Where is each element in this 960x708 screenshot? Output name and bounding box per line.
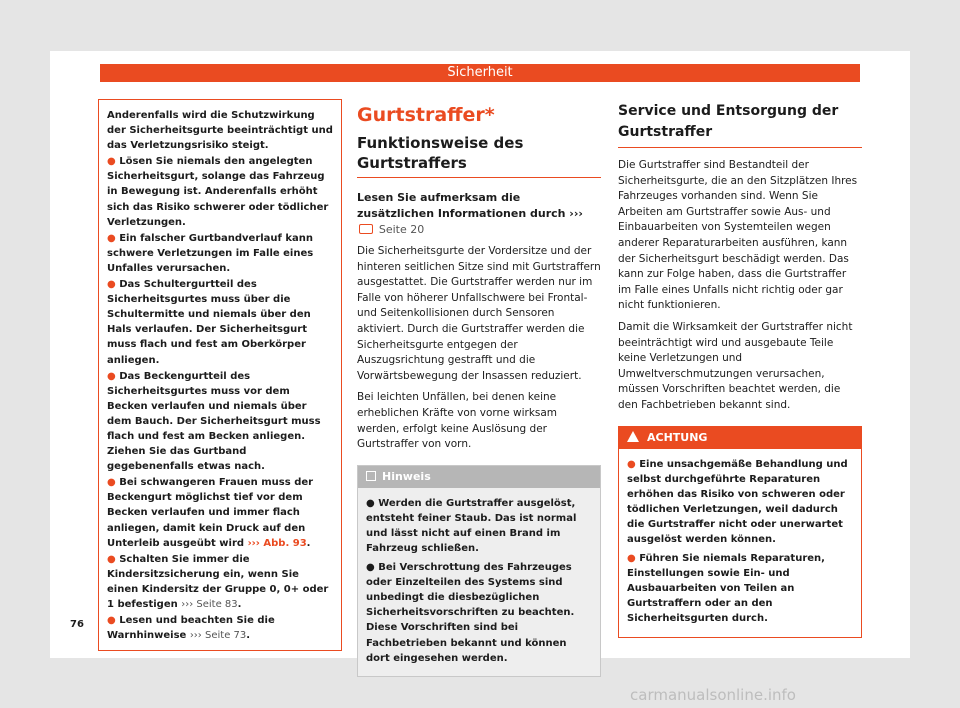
section-title: Service und Entsorgung der Gurtstraffer <box>618 99 862 148</box>
caution-body <box>619 449 861 637</box>
paragraph: Bei leichten Unfällen, bei denen keine erheblichen Kräfte von vorne wirksam werden, erfolgt keine Auslösung der Gurtstraffer von vorn. <box>357 391 558 451</box>
note-body <box>358 488 600 676</box>
service-column <box>618 99 862 638</box>
warning-bullet: ● Schalten Sie immer die Kindersitzsicherung ein, wenn Sie einen Kindersitz der Gruppe 0, 0+ oder 1 befestigen ››› Seite 83. <box>107 553 329 610</box>
paragraph: Damit die Wirksamkeit der Gurtstraffer nicht beeinträchtigt wird und ausgebaute Teile keine Verletzungen und Umweltverschmutzungen verursachen, müssen Vorschriften beachtet werden, die den Fachbetrieben bekannt sind. <box>618 320 853 411</box>
watermark: carmanualsonline.info <box>630 686 796 704</box>
page-number: 76 <box>70 619 84 630</box>
note-box <box>357 465 601 677</box>
belt-tensioner-column <box>357 99 601 677</box>
warning-triangle-icon <box>627 431 639 442</box>
paragraph: Die Gurtstraffer sind Bestandteil der Sicherheitsgurte, die an den Sitzplätzen Ihres Fahrzeuges vorhanden sind. Wenn Sie Arbeiten am Gurtstraffer sowie Aus- und Einbauarbeiten von Systemteilen wegen anderer Reparaturarbeiten ausführen, kann der Sicherheitsgurt beschädigt werden. Das kann zur Folge haben, dass die Gurtstraffer im Falle eines Unfalls nicht richtig oder gar nicht funktionieren. <box>618 159 858 312</box>
info-icon <box>366 471 376 481</box>
book-icon <box>359 224 373 234</box>
warning-bullet: ● Das Schultergurtteil des Sicherheitsgurtes muss über die Schultermitte und niemals über den Hals verlaufen. Der Sicherheitsgurt muss flach und fest am Oberkörper anliegen. <box>107 279 311 366</box>
paragraph: Die Sicherheitsgurte der Vordersitze und der hinteren seitlichen Sitze sind mit Gurtstraffern ausgestattet. Die Gurtstraffer werden nur im Falle von höherer Unfallschwere bei Frontal- und Seitenkollisionen durch Sensoren aktiviert. Durch die Gurtstraffer werden die Sicherheitsgurte entgegen der Auszugsrichtung gestrafft und die Vorwärtsbewegung der Insassen reduziert. <box>357 245 601 382</box>
page-link[interactable]: ››› Seite 83 <box>181 599 238 610</box>
note-item: ● Werden die Gurtstraffer ausgelöst, entsteht feiner Staub. Das ist normal und lässt nicht auf einen Brand im Fahrzeug schließen. <box>366 497 577 554</box>
warning-box <box>98 99 342 651</box>
page-link[interactable]: Seite 20 <box>378 223 425 236</box>
figure-link[interactable]: ››› Abb. 93 <box>247 537 307 549</box>
caution-item: ● Eine unsachgemäße Behandlung und selbst durchgeführte Reparaturen erhöhen das Risiko von schweren oder tödlichen Verletzungen, weil dadurch die Gurtstraffer nicht oder unerwartet ausgelöst werden können. <box>627 458 848 545</box>
note-header: Hinweis <box>358 466 600 488</box>
caution-item: ● Führen Sie niemals Reparaturen, Einstellungen sowie Ein- und Ausbauarbeiten von Teilen an Gurtstraffern oder an den Sicherheitsgurten durch. <box>627 553 825 625</box>
body-text <box>618 158 862 414</box>
section-header: Sicherheit <box>100 64 860 82</box>
chapter-title: Gurtstraffer* <box>357 104 495 126</box>
body-text <box>357 244 601 453</box>
warning-bullet: ● Ein falscher Gurtbandverlauf kann schwere Verletzungen im Falle eines Unfalles verursachen. <box>107 232 314 274</box>
warning-intro: Anderenfalls wird die Schutzwirkung der Sicherheitsgurte beeinträchtigt und das Verletzungsrisiko steigt. <box>107 110 333 152</box>
manual-page <box>50 51 910 664</box>
caution-box <box>618 426 862 638</box>
note-item: ● Bei Verschrottung des Fahrzeuges oder Einzelteilen des Systems sind unbedingt die diesbezüglichen Sicherheitsvorschriften zu beachten. Diese Vorschriften sind bei Fachbetrieben bekannt und können dort eingesehen werden. <box>366 562 575 664</box>
lead-text: Lesen Sie aufmerksam die zusätzlichen Informationen durch ››› Seite 20 <box>357 191 583 236</box>
warning-bullet: ● Das Beckengurtteil des Sicherheitsgurtes muss vor dem Becken verlaufen und niemals über dem Bauch. Der Sicherheitsgurt muss flach und fest am Becken anliegen. Ziehen Sie das Gurtband gegebenenfalls etwas nach. <box>107 370 321 473</box>
page-link[interactable]: ››› Seite 73 <box>189 630 247 642</box>
warning-continuation-column <box>98 99 342 651</box>
warning-bullet: ● Bei schwangeren Frauen muss der Beckengurt möglichst tief vor dem Becken verlaufen und immer flach anliegen, damit kein Druck auf den Unterleib ausgeübt wird ››› Abb. 93. <box>107 477 314 549</box>
section-title: Funktionsweise des Gurtstraffers <box>357 133 601 178</box>
caution-header: ACHTUNG <box>619 427 861 449</box>
warning-bullet: ● Lösen Sie niemals den angelegten Sicherheitsgurt, solange das Fahrzeug in Bewegung ist. Anderenfalls erhöht sich das Risiko schwerer oder tödlicher Verletzungen. <box>107 156 329 228</box>
warning-bullet: ● Lesen und beachten Sie die Warnhinweise ››› Seite 73. <box>107 615 275 642</box>
